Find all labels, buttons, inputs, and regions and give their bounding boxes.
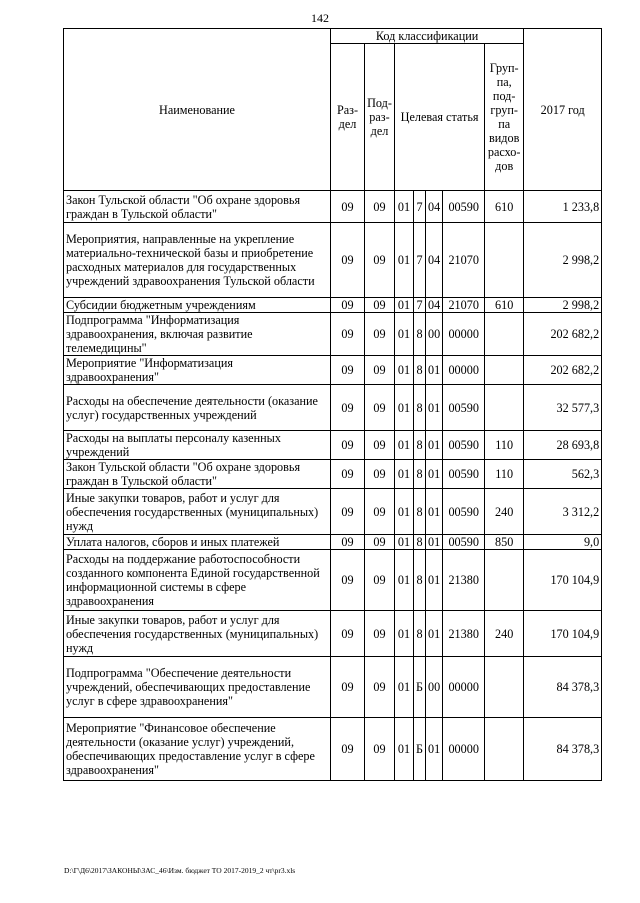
table-row: [64, 460, 602, 489]
row-target-direction: 00590: [443, 191, 485, 223]
row-expense-group: 850: [485, 535, 524, 550]
header-code: Код классификации: [331, 29, 524, 44]
row-target-subprogram: 8: [414, 431, 426, 460]
row-amount: 2 998,2: [524, 223, 602, 298]
row-expense-group: 610: [485, 298, 524, 313]
row-target-direction: 00000: [443, 718, 485, 781]
header-podrazdel: Под- раз- дел: [365, 44, 395, 191]
row-expense-group: [485, 313, 524, 356]
row-target-program: 01: [395, 431, 414, 460]
row-expense-group: [485, 385, 524, 431]
row-target-event: 00: [426, 313, 443, 356]
file-path-footer: D:\Г\Д6\2017\ЗАКОНЫ\ЗАС_46\Изм. бюджет ТО 2017-2019_2 чт\pr3.xls: [64, 866, 296, 875]
row-target-direction: 21070: [443, 298, 485, 313]
row-target-subprogram: 8: [414, 489, 426, 535]
row-razdel: 09: [331, 431, 365, 460]
row-target-program: 01: [395, 535, 414, 550]
row-target-event: 00: [426, 657, 443, 718]
row-podrazdel: 09: [365, 385, 395, 431]
row-target-event: 04: [426, 191, 443, 223]
row-razdel: 09: [331, 385, 365, 431]
row-expense-group: [485, 718, 524, 781]
row-target-subprogram: Б: [414, 657, 426, 718]
row-name: Мероприятие "Финансовое обеспечение деятельности (оказание услуг) учреждений, обеспечивающих предоставление услуг в сфере здравоохранения": [64, 718, 331, 781]
row-razdel: 09: [331, 191, 365, 223]
budget-table: [63, 28, 602, 781]
table-row: [64, 223, 602, 298]
row-expense-group: 240: [485, 611, 524, 657]
row-name: Уплата налогов, сборов и иных платежей: [64, 535, 331, 550]
row-podrazdel: 09: [365, 191, 395, 223]
row-target-event: 01: [426, 550, 443, 611]
row-amount: 562,3: [524, 460, 602, 489]
row-target-subprogram: 8: [414, 313, 426, 356]
row-target-program: 01: [395, 550, 414, 611]
row-target-subprogram: 7: [414, 298, 426, 313]
row-target-subprogram: Б: [414, 718, 426, 781]
row-podrazdel: 09: [365, 223, 395, 298]
row-amount: 1 233,8: [524, 191, 602, 223]
row-podrazdel: 09: [365, 611, 395, 657]
row-target-event: 04: [426, 223, 443, 298]
table-row: [64, 191, 602, 223]
row-target-event: 01: [426, 489, 443, 535]
row-amount: 32 577,3: [524, 385, 602, 431]
row-podrazdel: 09: [365, 460, 395, 489]
row-target-direction: 00590: [443, 385, 485, 431]
table-row: [64, 535, 602, 550]
row-amount: 9,0: [524, 535, 602, 550]
row-expense-group: 110: [485, 431, 524, 460]
table-row: [64, 718, 602, 781]
row-amount: 170 104,9: [524, 611, 602, 657]
row-target-event: 01: [426, 718, 443, 781]
header-target: Целевая статья: [395, 44, 485, 191]
table-row: [64, 356, 602, 385]
row-target-event: 01: [426, 431, 443, 460]
row-target-direction: 21380: [443, 611, 485, 657]
row-name: Закон Тульской области "Об охране здоровья граждан в Тульской области": [64, 460, 331, 489]
row-target-event: 01: [426, 385, 443, 431]
row-amount: 202 682,2: [524, 313, 602, 356]
row-expense-group: 110: [485, 460, 524, 489]
row-expense-group: [485, 223, 524, 298]
row-name: Подпрограмма "Информатизация здравоохранения, включая развитие телемедицины": [64, 313, 331, 356]
row-podrazdel: 09: [365, 550, 395, 611]
table-row: [64, 657, 602, 718]
row-razdel: 09: [331, 657, 365, 718]
row-razdel: 09: [331, 223, 365, 298]
row-target-subprogram: 8: [414, 385, 426, 431]
row-target-subprogram: 7: [414, 191, 426, 223]
table-row: [64, 298, 602, 313]
row-target-direction: 00590: [443, 535, 485, 550]
row-target-program: 01: [395, 298, 414, 313]
row-razdel: 09: [331, 460, 365, 489]
row-podrazdel: 09: [365, 298, 395, 313]
row-target-program: 01: [395, 718, 414, 781]
row-target-program: 01: [395, 489, 414, 535]
header-razdel: Раз- дел: [331, 44, 365, 191]
row-razdel: 09: [331, 550, 365, 611]
row-amount: 28 693,8: [524, 431, 602, 460]
row-podrazdel: 09: [365, 657, 395, 718]
row-podrazdel: 09: [365, 718, 395, 781]
row-name: Иные закупки товаров, работ и услуг для обеспечения государственных (муниципальных) нужд: [64, 489, 331, 535]
header-name: Наименование: [64, 29, 331, 191]
table-row: [64, 385, 602, 431]
row-razdel: 09: [331, 489, 365, 535]
row-target-subprogram: 7: [414, 223, 426, 298]
row-amount: 84 378,3: [524, 718, 602, 781]
row-target-program: 01: [395, 313, 414, 356]
row-expense-group: [485, 550, 524, 611]
row-target-direction: 00590: [443, 431, 485, 460]
row-target-direction: 00000: [443, 356, 485, 385]
page-number: 142: [311, 11, 329, 25]
row-target-direction: 00590: [443, 460, 485, 489]
table-body: [64, 191, 602, 781]
row-target-direction: 00000: [443, 313, 485, 356]
table-row: [64, 611, 602, 657]
row-target-subprogram: 8: [414, 356, 426, 385]
row-podrazdel: 09: [365, 431, 395, 460]
row-name: Расходы на поддержание работоспособности созданного компонента Единой государственной информационной системы в сфере здравоохранения: [64, 550, 331, 611]
row-name: Расходы на выплаты персоналу казенных учреждений: [64, 431, 331, 460]
table-row: [64, 550, 602, 611]
row-target-subprogram: 8: [414, 535, 426, 550]
row-target-event: 01: [426, 535, 443, 550]
row-target-subprogram: 8: [414, 611, 426, 657]
row-name: Мероприятия, направленные на укрепление материально-технической базы и приобретение расходных материалов для государственных учреждений здравоохранения Тульской области: [64, 223, 331, 298]
row-name: Мероприятие "Информатизация здравоохранения": [64, 356, 331, 385]
row-razdel: 09: [331, 535, 365, 550]
row-razdel: 09: [331, 611, 365, 657]
row-name: Подпрограмма "Обеспечение деятельности учреждений, обеспечивающих предоставление услуг в сфере здравоохранения": [64, 657, 331, 718]
row-podrazdel: 09: [365, 535, 395, 550]
table-row: [64, 431, 602, 460]
row-target-event: 01: [426, 611, 443, 657]
row-target-program: 01: [395, 191, 414, 223]
row-amount: 202 682,2: [524, 356, 602, 385]
header-year: 2017 год: [524, 29, 602, 191]
row-target-program: 01: [395, 611, 414, 657]
row-expense-group: [485, 356, 524, 385]
row-name: Иные закупки товаров, работ и услуг для обеспечения государственных (муниципальных) нужд: [64, 611, 331, 657]
row-razdel: 09: [331, 298, 365, 313]
table-row: [64, 489, 602, 535]
row-razdel: 09: [331, 356, 365, 385]
row-target-direction: 21380: [443, 550, 485, 611]
row-podrazdel: 09: [365, 489, 395, 535]
row-name: Субсидии бюджетным учреждениям: [64, 298, 331, 313]
row-target-program: 01: [395, 356, 414, 385]
row-target-program: 01: [395, 460, 414, 489]
header-group: Груп- па, под- груп- па видов расхо- дов: [485, 44, 524, 191]
row-amount: 2 998,2: [524, 298, 602, 313]
row-target-program: 01: [395, 657, 414, 718]
row-target-direction: 00590: [443, 489, 485, 535]
row-expense-group: 240: [485, 489, 524, 535]
row-razdel: 09: [331, 718, 365, 781]
row-target-direction: 00000: [443, 657, 485, 718]
row-name: Расходы на обеспечение деятельности (оказание услуг) государственных учреждений: [64, 385, 331, 431]
row-target-event: 01: [426, 460, 443, 489]
row-target-event: 01: [426, 356, 443, 385]
row-target-program: 01: [395, 385, 414, 431]
row-expense-group: [485, 657, 524, 718]
table-row: [64, 313, 602, 356]
row-podrazdel: 09: [365, 313, 395, 356]
row-name: Закон Тульской области "Об охране здоровья граждан в Тульской области": [64, 191, 331, 223]
row-amount: 170 104,9: [524, 550, 602, 611]
row-target-event: 04: [426, 298, 443, 313]
row-amount: 3 312,2: [524, 489, 602, 535]
row-target-subprogram: 8: [414, 460, 426, 489]
row-expense-group: 610: [485, 191, 524, 223]
row-target-subprogram: 8: [414, 550, 426, 611]
row-podrazdel: 09: [365, 356, 395, 385]
row-target-program: 01: [395, 223, 414, 298]
row-razdel: 09: [331, 313, 365, 356]
row-amount: 84 378,3: [524, 657, 602, 718]
row-target-direction: 21070: [443, 223, 485, 298]
